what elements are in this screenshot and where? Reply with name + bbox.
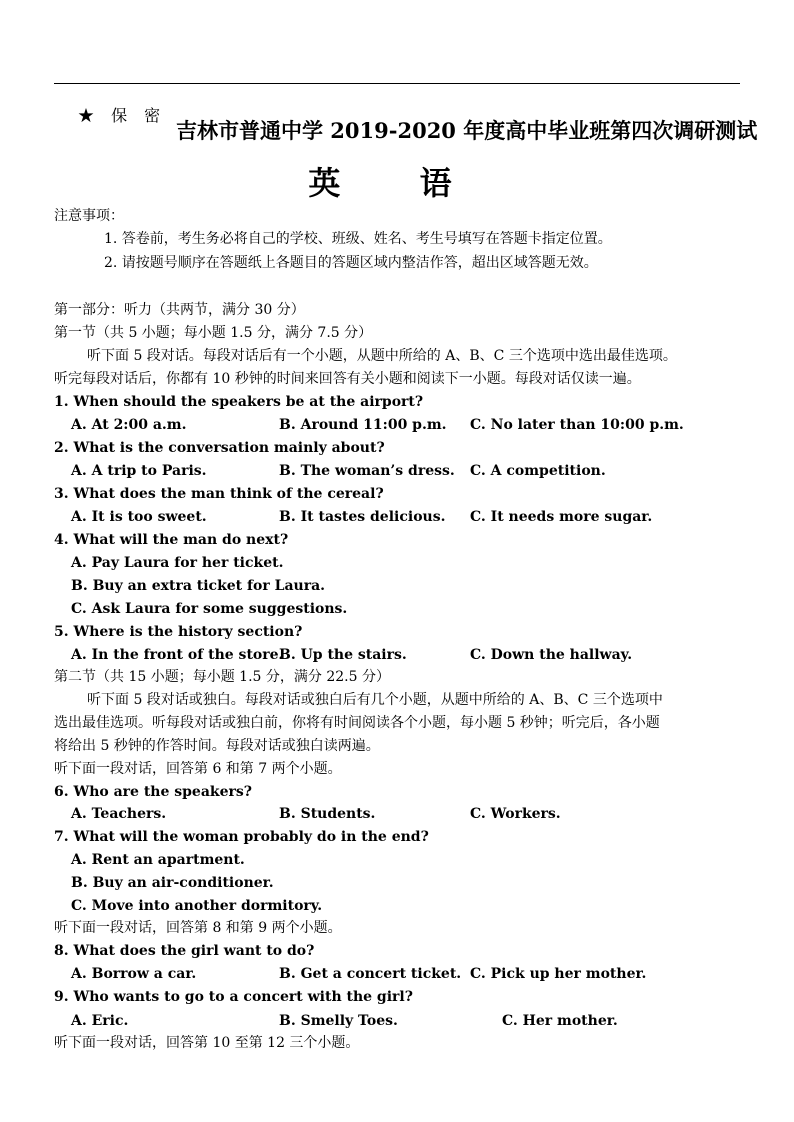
question-7: 7. What will the woman probably do in the end?	[54, 829, 429, 845]
question-6: 6. Who are the speakers?	[54, 784, 252, 800]
question-4: 4. What will the man do next?	[54, 532, 289, 548]
question-3: 3. What does the man think of the cereal?	[54, 486, 384, 502]
question-1-option-a: A. At 2:00 a.m.	[71, 417, 187, 433]
question-3-option-b: B. It tastes delicious.	[279, 509, 446, 525]
question-8: 8. What does the girl want to do?	[54, 943, 315, 959]
section1-heading: 第一节（共 5 小题；每小题 1.5 分，满分 7.5 分）	[54, 325, 373, 341]
question-3-option-c: C. It needs more sugar.	[470, 509, 653, 525]
question-6-option-a: A. Teachers.	[71, 806, 167, 822]
notice-heading: 注意事项：	[54, 208, 124, 224]
question-1-option-b: B. Around 11:00 p.m.	[279, 417, 447, 433]
question-1-option-c: C. No later than 10:00 p.m.	[470, 417, 684, 433]
question-9-option-b: B. Smelly Toes.	[279, 1013, 398, 1029]
question-4-option-b: B. Buy an extra ticket for Laura.	[71, 578, 326, 594]
question-5-option-b: B. Up the stairs.	[279, 647, 407, 663]
question-7-option-c: C. Move into another dormitory.	[71, 898, 323, 914]
question-7-option-b: B. Buy an air-conditioner.	[71, 875, 274, 891]
section2-instruction: 听下面 5 段对话或独白。每段对话或独白后有几个小题，从题中所给的 A、B、C 三个选项中	[87, 692, 663, 708]
question-1: 1. When should the speakers be at the airport?	[54, 394, 424, 410]
question-3-option-a: A. It is too sweet.	[71, 509, 207, 525]
section2-instruction-end: 将给出 5 秒钟的作答时间。每段对话或独白读两遍。	[54, 738, 380, 754]
section2-instruction-cont: 选出最佳选项。听每段对话或独白前，你将有时间阅读各个小题，每小题 5 秒钟；听完后，各小题	[54, 715, 660, 731]
section1-instruction-cont: 听完每段对话后，你都有 10 秒钟的时间来回答有关小题和阅读下一小题。每段对话仅读一遍。	[54, 371, 641, 387]
question-8-option-a: A. Borrow a car.	[71, 966, 197, 982]
notice-item-1: 1. 答卷前，考生务必将自己的学校、班级、姓名、考生号填写在答题卡指定位置。	[104, 231, 612, 247]
confidential-mark: ★ 保 密	[78, 106, 167, 125]
section1-instruction: 听下面 5 段对话。每段对话后有一个小题，从题中所给的 A、B、C 三个选项中选出最佳选项。	[87, 348, 677, 364]
question-4-option-a: A. Pay Laura for her ticket.	[71, 555, 284, 571]
question-2-option-b: B. The woman’s dress.	[279, 463, 455, 479]
question-7-option-a: A. Rent an apartment.	[71, 852, 245, 868]
subject-title: 英 语	[308, 164, 486, 202]
lead-q8-q9: 听下面一段对话，回答第 8 和第 9 两个小题。	[54, 920, 342, 936]
lead-q10-q12: 听下面一段对话，回答第 10 至第 12 三个小题。	[54, 1035, 360, 1051]
question-2-option-c: C. A competition.	[470, 463, 606, 479]
part1-heading: 第一部分：听力（共两节，满分 30 分）	[54, 302, 305, 318]
question-6-option-b: B. Students.	[279, 806, 376, 822]
question-9: 9. Who wants to go to a concert with the girl?	[54, 989, 413, 1005]
question-4-option-c: C. Ask Laura for some suggestions.	[71, 601, 348, 617]
question-2-option-a: A. A trip to Paris.	[71, 463, 207, 479]
question-9-option-a: A. Eric.	[71, 1013, 129, 1029]
question-6-option-c: C. Workers.	[470, 806, 561, 822]
question-5-option-a: A. In the front of the store.	[71, 647, 284, 663]
question-5: 5. Where is the history section?	[54, 624, 303, 640]
question-2: 2. What is the conversation mainly about?	[54, 440, 385, 456]
exam-title: 吉林市普通中学 2019-2020 年度高中毕业班第四次调研测试	[176, 118, 758, 143]
question-9-option-c: C. Her mother.	[502, 1013, 618, 1029]
notice-item-2: 2. 请按题号顺序在答题纸上各题目的答题区域内整洁作答，超出区域答题无效。	[104, 255, 598, 271]
header-rule	[54, 83, 740, 84]
lead-q6-q7: 听下面一段对话，回答第 6 和第 7 两个小题。	[54, 761, 342, 777]
question-8-option-b: B. Get a concert ticket.	[279, 966, 462, 982]
question-5-option-c: C. Down the hallway.	[470, 647, 633, 663]
section2-heading: 第二节（共 15 小题；每小题 1.5 分，满分 22.5 分）	[54, 669, 390, 685]
question-8-option-c: C. Pick up her mother.	[470, 966, 647, 982]
